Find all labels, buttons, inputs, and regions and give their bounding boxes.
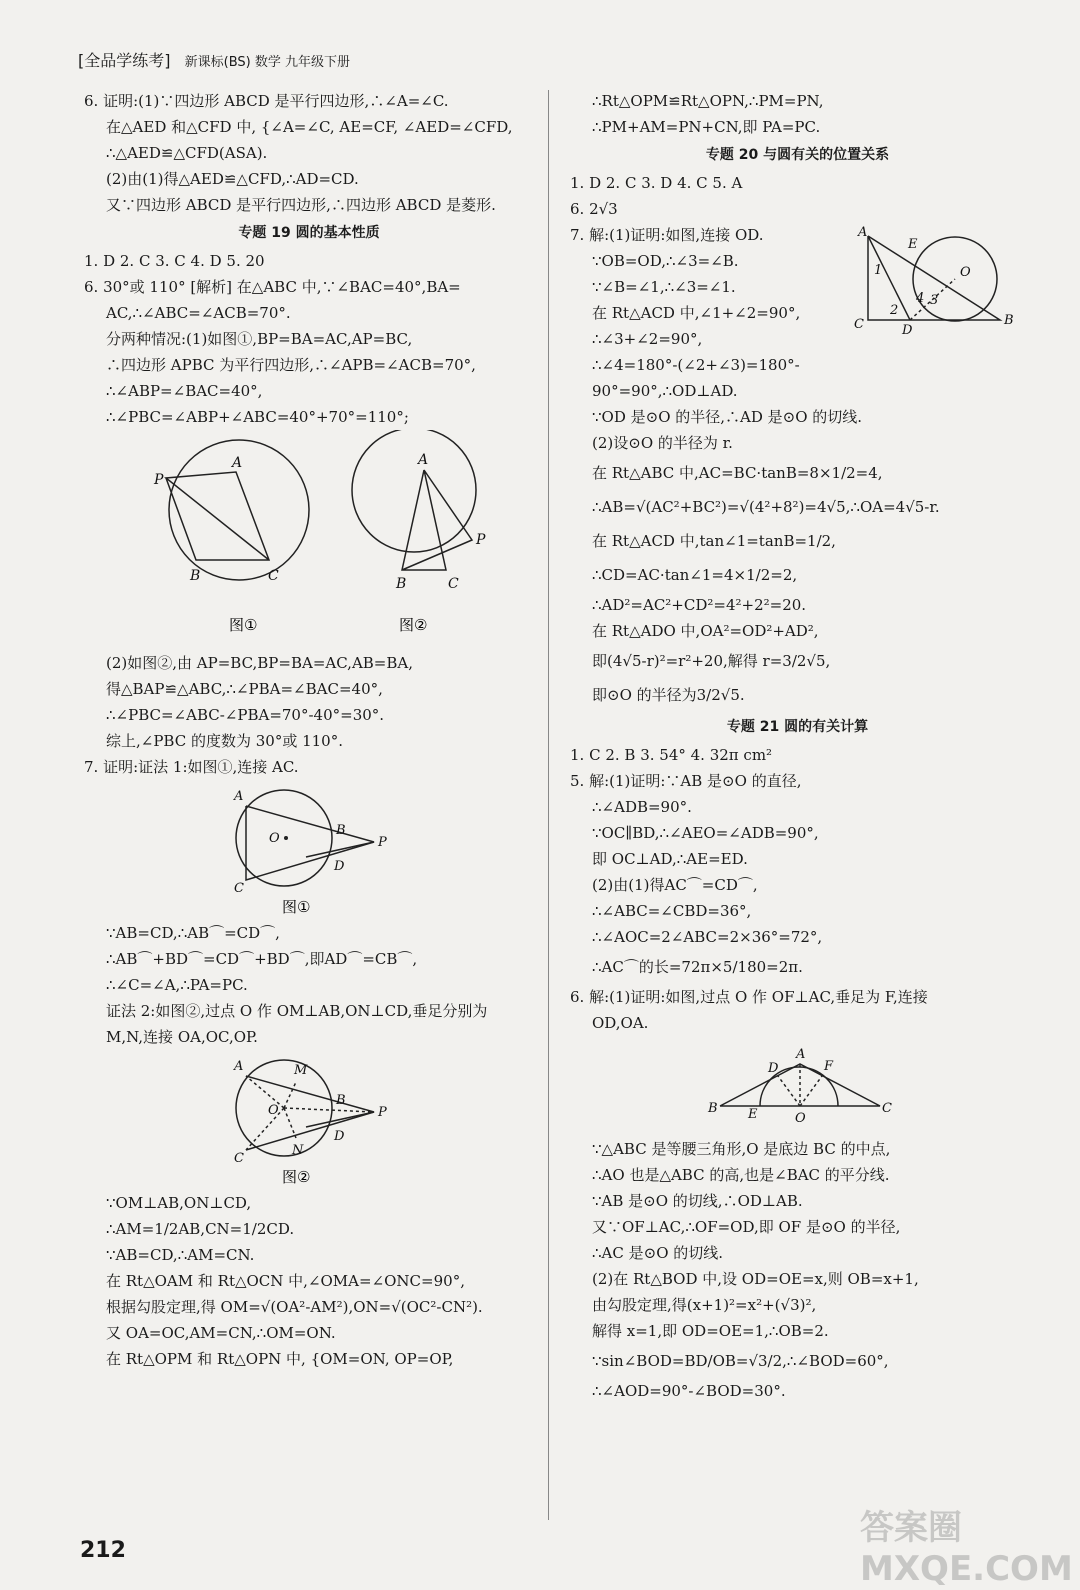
left-column	[84, 88, 534, 1372]
section-title: 专题 21 圆的有关计算	[726, 719, 869, 735]
fig1-label: 图①	[229, 616, 258, 634]
text-line: 在 Rt△ADO 中,OA²=OD²+AD²,	[592, 622, 819, 640]
svg-text:A: A	[234, 789, 244, 804]
text-line: 1. D 2. C 3. D 4. C 5. A	[570, 174, 743, 192]
text-line: 1. D 2. C 3. C 4. D 5. 20	[84, 252, 265, 270]
svg-text:D: D	[334, 1129, 345, 1144]
text-line: ∴△AED≌△CFD(ASA).	[106, 144, 268, 162]
text-line: 在 Rt△OPM 和 Rt△OPN 中, {OM=ON, OP=OP,	[106, 1350, 454, 1368]
svg-text:3: 3	[930, 293, 939, 308]
text-line: ∵OB=OD,∴∠3=∠B.	[592, 252, 739, 270]
text-line: 得△BAP≌△ABC,∴∠PBA=∠BAC=40°,	[106, 680, 383, 698]
svg-text:C: C	[234, 881, 244, 896]
svg-text:O: O	[269, 831, 280, 846]
text-line: ∵OM⊥AB,ON⊥CD,	[106, 1194, 252, 1212]
figure-7b	[84, 1050, 534, 1190]
svg-text:P: P	[378, 1105, 387, 1120]
text-line: 根据勾股定理,得 OM=√(OA²-AM²),ON=√(OC²-CN²).	[106, 1298, 483, 1316]
column-divider	[548, 90, 549, 1520]
svg-text:P: P	[154, 472, 164, 488]
svg-text:A: A	[232, 455, 243, 471]
text-line: 由勾股定理,得(x+1)²=x²+(√3)²,	[592, 1296, 817, 1314]
geometry-figure-pair	[84, 430, 514, 650]
text-line: 即⊙O 的半径为3/2√5.	[592, 686, 745, 704]
text-line: ∵AB=CD,∴AM=CN.	[106, 1246, 255, 1264]
text-line: 又∵OF⊥AC,∴OF=OD,即 OF 是⊙O 的半径,	[592, 1218, 901, 1236]
text-line: ∵∠B=∠1,∴∠3=∠1.	[592, 278, 736, 296]
text-line: 又∵四边形 ABCD 是平行四边形,∴四边形 ABCD 是菱形.	[106, 196, 496, 214]
svg-text:C: C	[448, 576, 459, 592]
page-number: 212	[80, 1538, 126, 1563]
text-line: 在 Rt△OAM 和 Rt△OCN 中,∠OMA=∠ONC=90°,	[106, 1272, 465, 1290]
text-line: ∴PM+AM=PN+CN,即 PA=PC.	[592, 118, 821, 136]
svg-text:P: P	[378, 835, 387, 850]
text-line: AC,∴∠ABC=∠ACB=70°.	[106, 304, 291, 322]
text-line: 综上,∠PBC 的度数为 30°或 110°.	[106, 732, 343, 750]
svg-text:M: M	[294, 1063, 308, 1078]
text-line: 6. 解:(1)证明:如图,过点 O 作 OF⊥AC,垂足为 F,连接	[570, 988, 928, 1006]
section-title: 专题 19 圆的基本性质	[238, 225, 380, 241]
svg-text:2: 2	[890, 303, 899, 318]
fig2-label: 图②	[399, 616, 428, 634]
text-line: ∴∠C=∠A,∴PA=PC.	[106, 976, 248, 994]
fig7a-label: 图①	[282, 898, 311, 916]
svg-text:D: D	[768, 1061, 779, 1076]
svg-text:B: B	[190, 568, 201, 584]
text-line: (2)由(1)得△AED≌△CFD,∴AD=CD.	[106, 170, 359, 188]
svg-text:1: 1	[874, 263, 883, 278]
text-line: (2)在 Rt△BOD 中,设 OD=OE=x,则 OB=x+1,	[592, 1270, 919, 1288]
watermark-logo: 答案圈 MXQE.COM	[860, 1508, 1073, 1589]
text-line: 证法 2:如图②,过点 O 作 OM⊥AB,ON⊥CD,垂足分别为	[106, 1002, 488, 1020]
brand-title: [全品学练考]	[78, 51, 171, 70]
text-line: (2)如图②,由 AP=BC,BP=BA=AC,AB=BA,	[106, 654, 413, 672]
svg-text:C: C	[854, 317, 864, 332]
text-line: 1. C 2. B 3. 54° 4. 32π cm²	[570, 746, 773, 764]
svg-text:C: C	[882, 1101, 892, 1116]
text-line: 在 Rt△ABC 中,AC=BC·tanB=8×1/2=4,	[592, 464, 883, 482]
text-line: ∴AB=√(AC²+BC²)=√(4²+8²)=4√5,∴OA=4√5-r.	[592, 498, 940, 516]
page-header	[78, 48, 350, 71]
text-line: (2)设⊙O 的半径为 r.	[592, 434, 733, 452]
text-line: 在 Rt△ACD 中,tan∠1=tanB=1/2,	[592, 532, 836, 550]
svg-text:C: C	[268, 568, 279, 584]
text-line: ∴∠AOC=2∠ABC=2×36°=72°,	[592, 928, 823, 946]
text-line: ∴AB⌒+BD⌒=CD⌒+BD⌒,即AD⌒=CB⌒,	[106, 950, 418, 968]
svg-text:A: A	[418, 452, 429, 468]
text-line: 7. 解:(1)证明:如图,连接 OD.	[570, 226, 764, 244]
svg-text:4: 4	[916, 291, 925, 306]
text-line: M,N,连接 OA,OC,OP.	[106, 1028, 258, 1046]
svg-text:E: E	[748, 1107, 758, 1122]
figures-19	[84, 430, 534, 650]
text-line: (2)由(1)得AC⌒=CD⌒,	[592, 876, 758, 894]
text-line: OD,OA.	[592, 1014, 649, 1032]
svg-text:B: B	[336, 1093, 346, 1108]
svg-text:B: B	[708, 1101, 718, 1116]
text-line: ∴∠AOD=90°-∠BOD=30°.	[592, 1382, 786, 1400]
text-line: ∵△ABC 是等腰三角形,O 是底边 BC 的中点,	[592, 1140, 891, 1158]
text-line: 在△AED 和△CFD 中, {∠A=∠C, AE=CF, ∠AED=∠CFD,	[106, 118, 513, 136]
svg-text:A: A	[858, 225, 868, 240]
section-title: 专题 20 与圆有关的位置关系	[705, 147, 890, 163]
svg-text:N: N	[292, 1143, 304, 1158]
text-line: ∴AD²=AC²+CD²=4²+2²=20.	[592, 596, 807, 614]
text-line: ∴∠PBC=∠ABC-∠PBA=70°-40°=30°.	[106, 706, 385, 724]
text-line: ∵OC∥BD,∴∠AEO=∠ADB=90°,	[592, 824, 819, 842]
text-line: ∵OD 是⊙O 的半径,∴AD 是⊙O 的切线.	[592, 408, 863, 426]
text-line: 分两种情况:(1)如图①,BP=BA=AC,AP=BC,	[106, 330, 413, 348]
text-line: 7. 证明:证法 1:如图①,连接 AC.	[84, 758, 299, 776]
text-line: 5. 解:(1)证明:∵AB 是⊙O 的直径,	[570, 772, 802, 790]
text-line: 6. 证明:(1)∵四边形 ABCD 是平行四边形,∴∠A=∠C.	[84, 92, 449, 110]
figure-7a	[84, 780, 534, 920]
svg-text:O: O	[268, 1103, 279, 1118]
geometry-figure-20	[850, 224, 1020, 334]
svg-text:C: C	[234, 1151, 244, 1166]
text-line: 6. 30°或 110° [解析] 在△ABC 中,∵∠BAC=40°,BA=	[84, 278, 461, 296]
svg-text:E: E	[908, 237, 918, 252]
text-line: ∴∠ABP=∠BAC=40°,	[106, 382, 263, 400]
text-line: ∴AC 是⊙O 的切线.	[592, 1244, 724, 1262]
svg-text:A: A	[234, 1059, 244, 1074]
figure-21	[570, 1036, 1025, 1136]
text-line: ∴∠ABC=∠CBD=36°,	[592, 902, 752, 920]
svg-text:D: D	[902, 323, 913, 334]
text-line: ∴∠4=180°-(∠2+∠3)=180°-	[592, 356, 800, 374]
svg-text:D: D	[334, 859, 345, 874]
text-line: ∵sin∠BOD=BD/OB=√3/2,∴∠BOD=60°,	[592, 1352, 889, 1370]
text-line: 即 OC⊥AD,∴AE=ED.	[592, 850, 748, 868]
text-line: ∴四边形 APBC 为平行四边形,∴∠APB=∠ACB=70°,	[106, 356, 476, 374]
text-line: ∴CD=AC·tan∠1=4×1/2=2,	[592, 566, 798, 584]
right-column	[570, 88, 1025, 1404]
text-line: 6. 2√3	[570, 200, 618, 218]
svg-text:B: B	[336, 823, 346, 838]
fig7b-label: 图②	[282, 1168, 311, 1186]
svg-text:B: B	[1004, 313, 1014, 328]
svg-text:A: A	[796, 1047, 806, 1062]
text-line: ∵AB=CD,∴AB⌒=CD⌒,	[106, 924, 280, 942]
text-line: ∴∠ADB=90°.	[592, 798, 692, 816]
book-info: 新课标(BS) 数学 九年级下册	[184, 55, 350, 70]
text-line: 在 Rt△ACD 中,∠1+∠2=90°,	[592, 304, 801, 322]
text-line: 90°=90°,∴OD⊥AD.	[592, 382, 738, 400]
text-line: ∴AC⌒的长=72π×5/180=2π.	[592, 958, 803, 976]
text-line: ∴Rt△OPM≌Rt△OPN,∴PM=PN,	[592, 92, 824, 110]
text-line: ∵AB 是⊙O 的切线,∴OD⊥AB.	[592, 1192, 803, 1210]
svg-text:P: P	[476, 532, 486, 548]
text-line: 解得 x=1,即 OD=OE=1,∴OB=2.	[592, 1322, 829, 1340]
text-line: 即(4√5-r)²=r²+20,解得 r=3/2√5,	[592, 652, 831, 670]
svg-text:O: O	[960, 265, 971, 280]
text-line: ∴AO 也是△ABC 的高,也是∠BAC 的平分线.	[592, 1166, 890, 1184]
svg-text:O: O	[795, 1111, 806, 1126]
svg-text:F: F	[824, 1059, 834, 1074]
text-line: ∴∠PBC=∠ABP+∠ABC=40°+70°=110°;	[106, 408, 409, 426]
text-line: ∴∠3+∠2=90°,	[592, 330, 703, 348]
svg-text:B: B	[396, 576, 407, 592]
text-line: ∴AM=1/2AB,CN=1/2CD.	[106, 1220, 295, 1238]
text-line: 又 OA=OC,AM=CN,∴OM=ON.	[106, 1324, 336, 1342]
